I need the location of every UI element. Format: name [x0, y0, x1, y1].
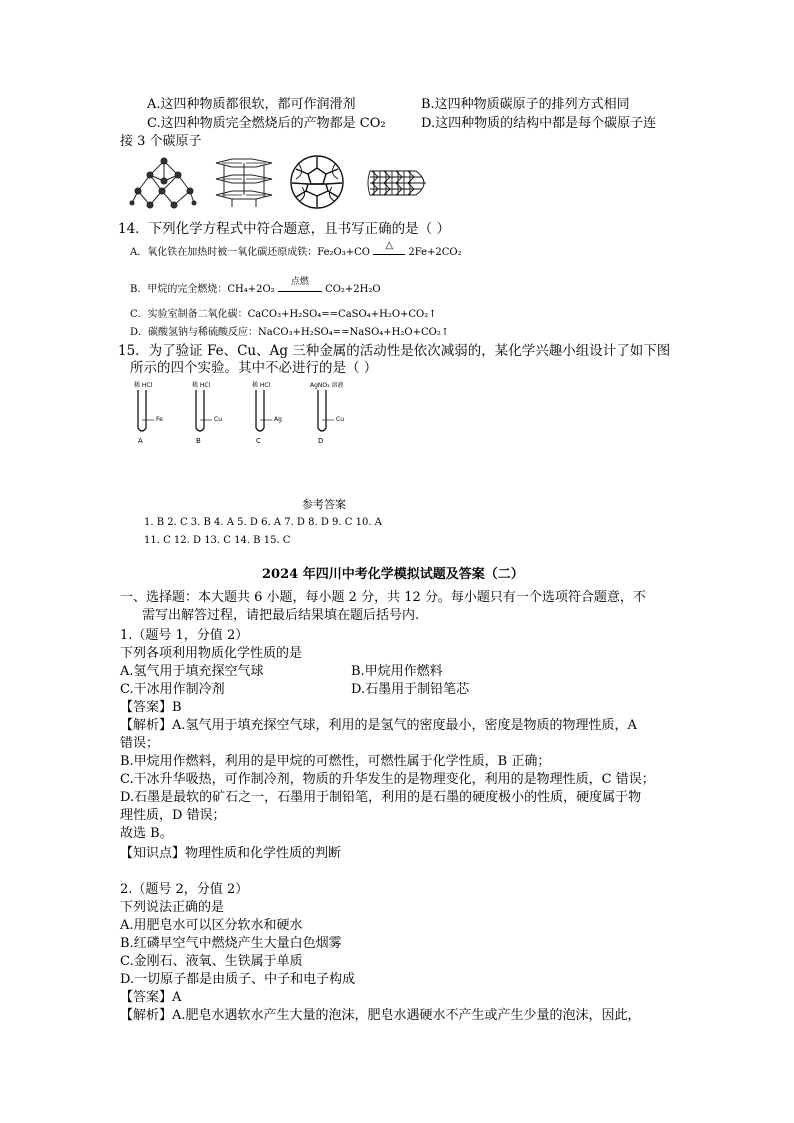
tube-c-letter: C [256, 437, 261, 445]
q13-option-a: A.这四种物质都很软，都可作润滑剂 [147, 97, 356, 112]
q15-stem-line1: 15．为了验证 Fe、Cu、Ag 三种金属的活动性是依次减弱的，某化学兴趣小组设计了如下图 [118, 343, 671, 359]
q13-option-c: C.这四种物质完全燃烧后的产物都是 CO₂ [147, 116, 386, 131]
tube-d-letter: D [318, 437, 324, 445]
c60-structure-icon [286, 153, 348, 211]
section-instructions-line1: 一、选择题：本大题共 6 小题，每小题 2 分，共 12 分。每小题只有一个选项符合题意，不 [120, 590, 646, 605]
q1-answer: 【答案】B [120, 700, 182, 715]
q14-option-d: D．碳酸氢钠与稀硫酸反应：NaCO₃+H₂SO₄==NaSO₄+H₂O+CO₂↑ [130, 327, 450, 338]
q14-option-a [130, 240, 462, 259]
graphite-structure-icon [212, 155, 276, 209]
answers-line-2: 11. C 12. D 13. C 14. B 15. C [144, 535, 291, 546]
q14-option-b-product: CO₂+2H₂O [325, 284, 381, 295]
tube-b-letter: B [196, 437, 201, 445]
test-tube-c-icon [252, 390, 278, 436]
q1-option-d: D.石墨用于制铅笔芯 [351, 682, 470, 697]
q14-option-a-text: A．氧化铁在加热时被一氧化碳还原成铁：Fe₂O₃+CO [130, 247, 370, 258]
q14-option-a-condition: △ [385, 240, 394, 251]
q15-stem-line2: 所示的四个实验。其中不必进行的是（ ） [130, 360, 378, 376]
tube-a-letter: A [138, 437, 143, 445]
q1-explanation-7: 故选 B。 [120, 826, 173, 841]
section-instructions-line2: 需写出解答过程，请把最后结果填在题后括号内. [142, 608, 420, 623]
q2-answer: 【答案】A [120, 990, 182, 1005]
q14-option-c: C．实验室制备二氧化碳：CaCO₃+H₂SO₄==CaSO₄+H₂O+CO₂↑ [130, 309, 437, 320]
q15-experiment-figure [130, 380, 360, 450]
nanotube-structure-icon [366, 163, 434, 203]
q14-option-b-text: B．甲烷的完全燃烧：CH₄+2O₂ [130, 284, 275, 295]
tube-a-reagent: 稀 HCl [134, 382, 153, 389]
q1-explanation-2: 错误； [120, 736, 160, 751]
q13-option-d-continued: 接 3 个碳原子 [120, 134, 202, 149]
q1-explanation-5: D.石墨是最软的矿石之一，石墨用于制铅笔，利用的是石墨的硬度极小的性质，硬度属于物 [120, 790, 642, 805]
q13-option-b: B.这四种物质碳原子的排列方式相同 [421, 97, 630, 112]
tube-a-metal: Fe [156, 416, 163, 423]
answers-line-1: 1. B 2. C 3. B 4. A 5. D 6. A 7. D 8. D 9. C 10. A [144, 517, 382, 528]
q14-option-b [130, 277, 381, 296]
test-tube-b-icon [192, 390, 218, 436]
q2-header: 2.（题号 2，分值 2） [120, 882, 249, 897]
tube-d-metal: Cu [336, 416, 344, 423]
q13-option-d: D.这四种物质的结构中都是每个碳原子连 [421, 116, 657, 131]
q1-stem: 下列各项利用物质化学性质的是 [120, 646, 303, 661]
q1-option-a: A.氢气用于填充探空气球 [120, 664, 264, 679]
tube-b-reagent: 稀 HCl [192, 382, 211, 389]
q1-explanation-4: C.干冰升华吸热，可作制冷剂，物质的升华发生的是物理变化，利用的是物理性质，C 错误； [120, 772, 655, 787]
q1-explanation-3: B.甲烷用作燃料，利用的是甲烷的可燃性，可燃性属于化学性质，B 正确； [120, 754, 551, 769]
tube-b-metal: Cu [214, 416, 222, 423]
q1-header: 1.（题号 1，分值 2） [120, 628, 249, 643]
tube-c-metal: Ag [274, 416, 282, 423]
q1-explanation-6: 理性质，D 错误； [120, 808, 226, 823]
paper2-title: 2024 年四川中考化学模拟试题及答案（二） [262, 567, 524, 582]
q1-knowledge-point: 【知识点】物理性质和化学性质的判断 [120, 846, 342, 861]
q14-option-a-product: 2Fe+2CO₂ [408, 247, 462, 258]
tube-c-reagent: 稀 HCl [252, 382, 271, 389]
diamond-structure-icon [128, 153, 200, 211]
q1-option-b: B.甲烷用作燃料 [351, 664, 443, 679]
q1-option-c: C.干冰用作制冷剂 [120, 682, 225, 697]
q2-option-a: A.用肥皂水可以区分软水和硬水 [120, 918, 303, 933]
q2-option-d: D.一切原子都是由质子、中子和电子构成 [120, 972, 356, 987]
q14-option-b-condition: 点燃 [290, 277, 309, 287]
q2-option-b: B.红磷早空气中燃烧产生大量白色烟雾 [120, 936, 342, 951]
test-tube-d-icon [314, 390, 340, 436]
q14-stem: 14．下列化学方程式中符合题意，且书写正确的是（ ） [118, 221, 450, 237]
q2-option-c: C.金刚石、液氧、生铁属于单质 [120, 954, 303, 969]
tube-d-reagent: AgNO₃ 溶液 [310, 382, 344, 389]
q2-stem: 下列说法正确的是 [120, 900, 225, 915]
test-tube-a-icon [134, 390, 160, 436]
q1-explanation-1: 【解析】A.氢气用于填充探空气球，利用的是氢气的密度最小，密度是物质的物理性质，A [120, 718, 637, 733]
answers-title: 参考答案 [302, 498, 346, 511]
q2-explanation-1: 【解析】A.肥皂水遇软水产生大量的泡沫，肥皂水遇硬水不产生或产生少量的泡沫，因此， [120, 1008, 641, 1023]
